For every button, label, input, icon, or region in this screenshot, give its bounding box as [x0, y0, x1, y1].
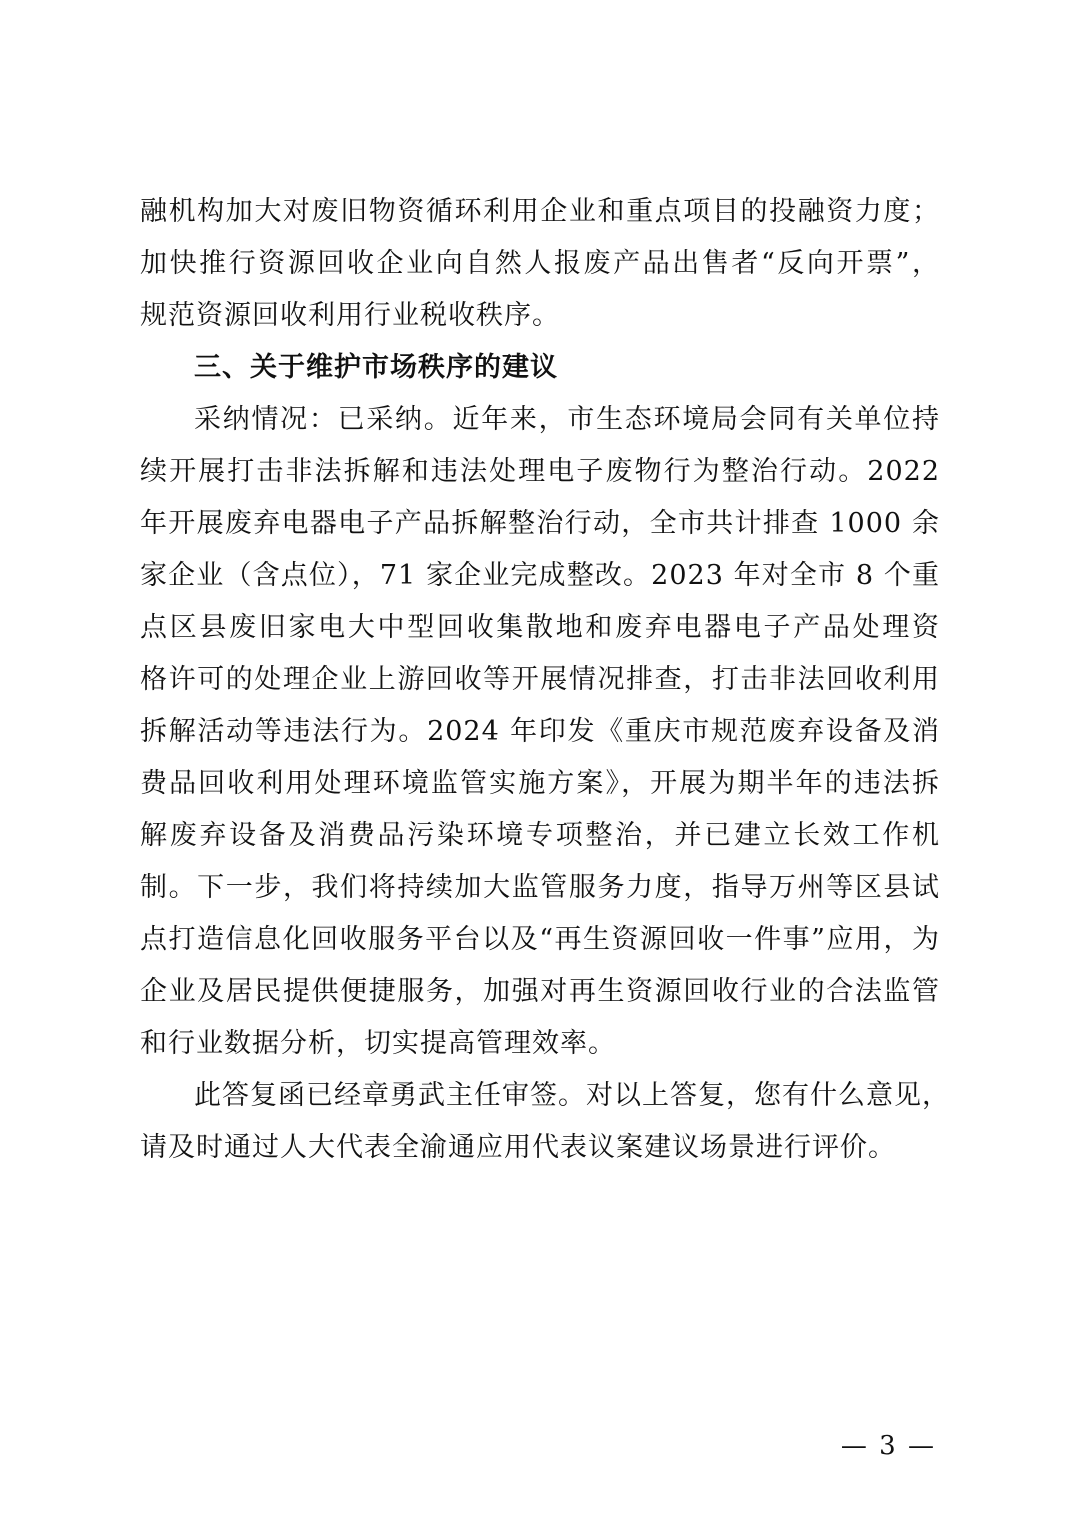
paragraph-line: 格许可的处理企业上游回收等开展情况排查，打击非法回收利用: [140, 664, 940, 695]
page-number: — 3 —: [840, 1431, 936, 1461]
closing-line: 此答复函已经章勇武主任审签。对以上答复，您有什么意见，: [194, 1080, 950, 1111]
paragraph-line: 年开展废弃电器电子产品拆解整治行动，全市共计排查 1000 余: [140, 508, 940, 539]
paragraph-line: 和行业数据分析，切实提高管理效率。: [140, 1028, 616, 1059]
paragraph-line: 规范资源回收利用行业税收秩序。: [140, 300, 560, 331]
paragraph-line: 续开展打击非法拆解和违法处理电子废物行为整治行动。2022: [140, 456, 940, 487]
paragraph-line: 点区县废旧家电大中型回收集散地和废弃电器电子产品处理资: [140, 612, 940, 643]
paragraph-line: 费品回收利用处理环境监管实施方案》，开展为期半年的违法拆: [140, 768, 940, 799]
paragraph-line: 拆解活动等违法行为。2024 年印发《重庆市规范废弃设备及消: [140, 716, 940, 747]
paragraph-line: 加快推行资源回收企业向自然人报废产品出售者“反向开票”，: [140, 248, 940, 279]
paragraph-line: 家企业（含点位），71 家企业完成整改。2023 年对全市 8 个重: [140, 560, 940, 591]
paragraph-line: 制。下一步，我们将持续加大监管服务力度，指导万州等区县试: [140, 872, 940, 903]
paragraph-line: 融机构加大对废旧物资循环利用企业和重点项目的投融资力度；: [140, 196, 940, 227]
paragraph-line: 点打造信息化回收服务平台以及“再生资源回收一件事”应用，为: [140, 924, 940, 955]
paragraph-line: 采纳情况：已采纳。近年来，市生态环境局会同有关单位持: [194, 404, 940, 435]
section-heading: 三、关于维护市场秩序的建议: [194, 352, 558, 383]
closing-line: 请及时通过人大代表全渝通应用代表议案建议场景进行评价。: [140, 1132, 896, 1163]
paragraph-line: 解废弃设备及消费品污染环境专项整治，并已建立长效工作机: [140, 820, 940, 851]
document-body: [140, 186, 950, 1174]
paragraph-line: 企业及居民提供便捷服务，加强对再生资源回收行业的合法监管: [140, 976, 940, 1007]
